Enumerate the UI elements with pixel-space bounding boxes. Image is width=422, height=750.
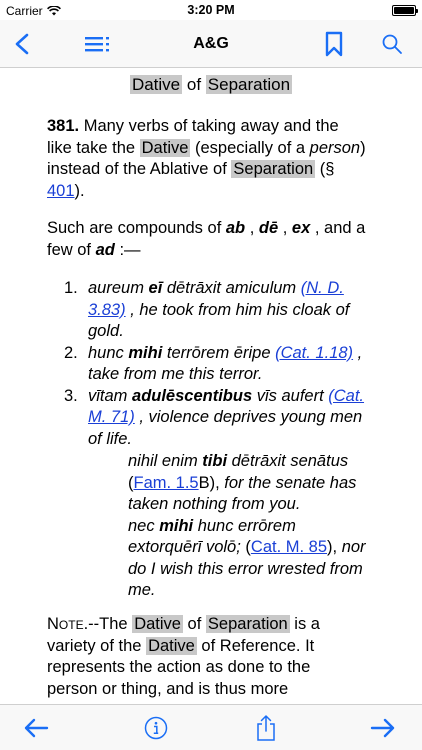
translation-text: , he took from him his cloak of gold. xyxy=(88,300,350,340)
article-content xyxy=(0,68,422,704)
paren: ( xyxy=(128,473,134,492)
citation-link[interactable]: Fam. 1.5 xyxy=(133,473,199,492)
latin-text: aureum xyxy=(88,279,149,297)
latin-text: dētrāxit senātus xyxy=(227,452,349,470)
section-number: 381. xyxy=(47,117,80,135)
highlight-dative: Dative xyxy=(148,636,195,655)
translation-text: , take from me this terror. xyxy=(88,343,363,383)
prefix-ab: ab xyxy=(225,219,246,237)
citation-link[interactable]: (Cat. 1.18) xyxy=(275,343,354,362)
latin-text: terrōrem ēripe xyxy=(162,343,276,362)
info-icon xyxy=(144,716,168,740)
latin-text: vītam xyxy=(88,386,133,405)
prefix-de: dē xyxy=(258,219,279,237)
latin-text: nihil enim xyxy=(128,452,203,470)
text-run: :— xyxy=(114,240,141,259)
text-run: Such are compounds of xyxy=(47,219,226,237)
battery-icon xyxy=(392,5,416,16)
highlight-separation: Separation xyxy=(207,615,288,633)
paren: ( xyxy=(245,538,251,556)
text-run: (especially of a xyxy=(190,138,310,157)
list-item xyxy=(64,343,374,386)
latin-text: dētrāxit amiculum xyxy=(162,279,301,297)
list-marker: 2. xyxy=(64,343,78,362)
previous-section-button[interactable] xyxy=(20,712,52,744)
navigation-bar xyxy=(0,20,422,68)
heading-word-separation: Separation xyxy=(207,75,291,94)
text-run: (§ xyxy=(315,160,335,178)
citation-link[interactable]: (Cat. M. 71) xyxy=(88,386,365,426)
latin-text: hunc xyxy=(88,343,129,362)
bottom-toolbar xyxy=(0,704,422,750)
latin-dative: eī xyxy=(148,279,163,297)
text-person: person xyxy=(309,138,361,157)
carrier-label: Carrier xyxy=(6,4,43,18)
arrow-left-icon xyxy=(23,717,49,739)
paren: ), xyxy=(327,538,342,556)
page-title: A&G xyxy=(193,35,229,52)
latin-text: nec xyxy=(128,516,160,535)
text-run: Many verbs of taking away and the like take the xyxy=(47,117,339,157)
highlight-separation: Separation xyxy=(233,160,314,178)
text-run: --The xyxy=(88,615,133,633)
status-bar xyxy=(0,0,422,20)
info-button[interactable] xyxy=(140,712,172,744)
latin-dative: tibi xyxy=(202,452,228,470)
text-run: ) instead of the Ablative of xyxy=(47,138,366,178)
share-icon xyxy=(255,714,277,742)
examples-list xyxy=(64,278,374,450)
next-section-button[interactable] xyxy=(367,712,399,744)
list-marker: 1. xyxy=(64,279,78,297)
latin-dative: adulēscentibus xyxy=(132,386,253,405)
citation-link[interactable]: Cat. M. 85 xyxy=(250,538,328,556)
note-label: Note. xyxy=(47,615,89,633)
highlight-dative: Dative xyxy=(134,615,181,633)
text-run: , xyxy=(245,219,259,237)
note-paragraph xyxy=(47,614,362,700)
translation-text: , violence deprives young men of life. xyxy=(88,408,363,448)
search-icon xyxy=(381,33,403,55)
section-401-link[interactable]: 401 xyxy=(47,181,75,200)
text-run: of xyxy=(182,615,206,633)
heading-word-dative: Dative xyxy=(131,75,181,94)
compounds-paragraph xyxy=(47,218,367,261)
section-heading xyxy=(0,73,422,97)
translation-text: for the senate has taken nothing from you. xyxy=(128,473,357,513)
latin-text: vīs aufert xyxy=(252,386,329,405)
text-run: of Reference. It represents the action as done to the person or thing, and is thus more xyxy=(47,636,315,698)
highlight-dative: Dative xyxy=(141,138,189,157)
text-run: is a variety of the xyxy=(47,615,320,655)
latin-dative: mihi xyxy=(159,516,194,535)
section-381-paragraph xyxy=(47,116,367,202)
share-button[interactable] xyxy=(250,712,282,744)
status-time: 3:20 PM xyxy=(187,3,235,17)
search-button[interactable] xyxy=(376,28,408,60)
prefix-ex: ex xyxy=(291,219,311,237)
arrow-right-icon xyxy=(370,717,396,739)
text-run: ). xyxy=(74,181,85,200)
citation-link[interactable]: (N. D. 3.83) xyxy=(88,279,344,319)
quote-entry xyxy=(128,451,368,516)
text-run: , and a few of xyxy=(47,219,366,259)
list-item xyxy=(64,278,374,343)
bookmark-icon xyxy=(324,31,344,57)
prefix-ad: ad xyxy=(95,240,115,259)
block-quote xyxy=(128,451,368,602)
list-marker: 3. xyxy=(64,386,78,405)
list-item xyxy=(64,386,374,451)
quote-entry xyxy=(128,516,368,602)
bookmark-button[interactable] xyxy=(318,28,350,60)
text-run: , xyxy=(278,219,292,237)
paren: B), xyxy=(198,473,225,492)
heading-word-of: of xyxy=(186,75,202,94)
latin-dative: mihi xyxy=(128,343,163,362)
latin-text: hunc errōrem extorquērī volō; xyxy=(128,516,296,556)
translation-text: nor do I wish this error wrested from me. xyxy=(128,538,366,599)
